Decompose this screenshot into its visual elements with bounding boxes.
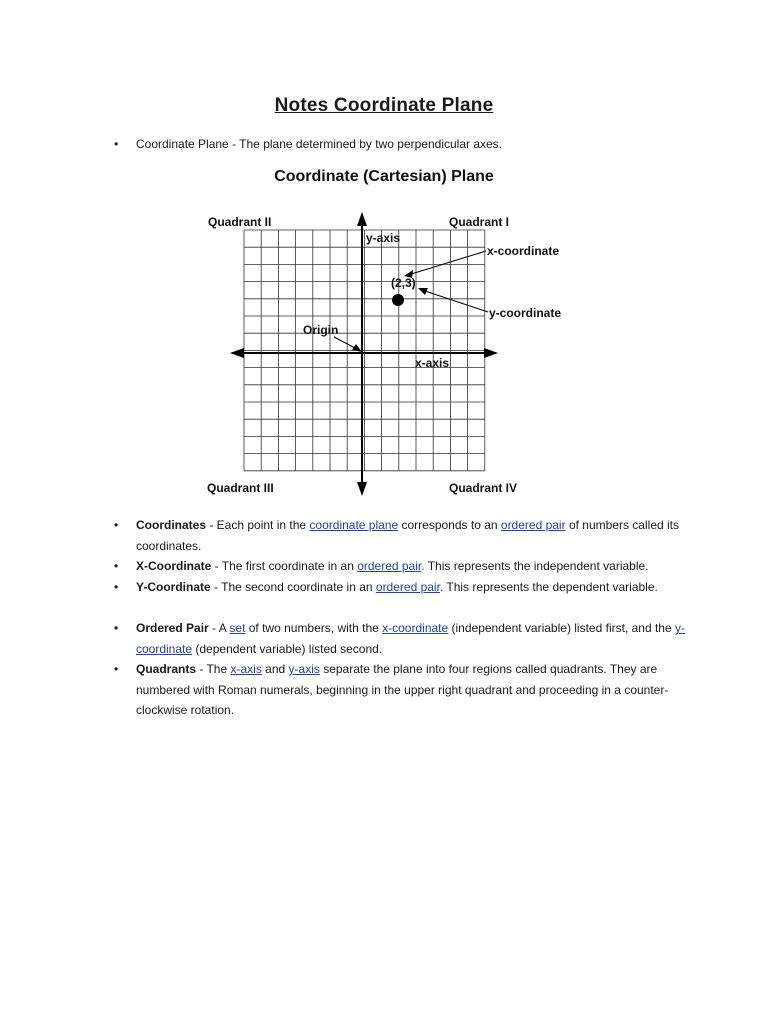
text-segment: - Each point in the bbox=[206, 518, 310, 532]
point-2-3 bbox=[392, 294, 404, 306]
link-x-coordinate[interactable]: x-coordinate bbox=[382, 621, 449, 635]
bullet-dot: • bbox=[114, 621, 119, 635]
link-ordered-pair[interactable]: ordered pair bbox=[357, 559, 422, 573]
page-title: Notes Coordinate Plane bbox=[274, 95, 494, 116]
text-segment: - The second coordinate in an bbox=[210, 580, 376, 594]
bullet-dot: • bbox=[114, 580, 119, 594]
text-segment: - A bbox=[208, 621, 230, 635]
text-segment: . This represents the independent variable. bbox=[421, 559, 649, 573]
definition-text bbox=[136, 556, 696, 577]
point-label: (2,3) bbox=[391, 276, 416, 290]
x-axis-left-arrow bbox=[230, 348, 244, 358]
bullet-dot: • bbox=[114, 662, 119, 676]
definition-text bbox=[136, 515, 696, 556]
text-segment: (dependent variable) listed second. bbox=[192, 641, 383, 656]
intro-definition: - The plane determined by two perpendicular axes. bbox=[228, 137, 503, 151]
term-x-coordinate: X-Coordinate bbox=[136, 559, 212, 573]
x-axis-right-arrow bbox=[484, 348, 498, 358]
x-coordinate-pointer bbox=[408, 251, 486, 275]
y-axis-up-arrow bbox=[357, 212, 367, 226]
text-segment: corresponds to an bbox=[398, 518, 501, 532]
term-quadrants: Quadrants bbox=[136, 662, 197, 676]
link-coordinate-plane[interactable]: coordinate plane bbox=[309, 518, 399, 532]
definition-text bbox=[136, 618, 696, 659]
term-coordinates: Coordinates bbox=[136, 518, 207, 532]
text-segment: of numbers called its coordinates. bbox=[136, 518, 679, 553]
bullet-dot: • bbox=[114, 137, 119, 151]
term-y-coordinate: Y-Coordinate bbox=[136, 580, 211, 594]
text-segment: (independent variable) listed first, and the bbox=[448, 621, 675, 635]
quadrant-3-label: Quadrant III bbox=[207, 481, 274, 495]
text-segment: - The bbox=[196, 662, 231, 676]
bullet-dot: • bbox=[114, 518, 119, 532]
y-coordinate-label: y-coordinate bbox=[489, 306, 562, 320]
text-segment: separate the plane into four regions called quadrants. They are numbered with Roman numerals, beginning in the upper right quadrant and proceeding in a counter-clockwise rotation. bbox=[136, 662, 669, 717]
quadrant-2-label: Quadrant II bbox=[208, 215, 272, 229]
text-segment: of two numbers, with the bbox=[245, 621, 383, 635]
link-set[interactable]: set bbox=[229, 621, 246, 635]
x-coordinate-label: x-coordinate bbox=[487, 244, 560, 258]
text-segment: . This represents the dependent variable. bbox=[439, 580, 658, 594]
y-coordinate-arrowhead bbox=[418, 288, 428, 295]
link-y-coordinate[interactable]: y-coordinate bbox=[136, 621, 685, 656]
x-axis-label: x-axis bbox=[415, 356, 450, 370]
intro-term: Coordinate Plane bbox=[136, 137, 229, 151]
y-coordinate-pointer bbox=[422, 290, 488, 312]
y-axis-down-arrow bbox=[357, 482, 367, 496]
term-ordered-pair: Ordered Pair bbox=[136, 621, 209, 635]
text-segment: - The first coordinate in an bbox=[211, 559, 358, 573]
link-y-axis[interactable]: y-axis bbox=[288, 662, 320, 676]
link-ordered-pair[interactable]: ordered pair bbox=[500, 518, 566, 532]
text-segment: and bbox=[261, 662, 289, 676]
y-axis-label: y-axis bbox=[366, 231, 401, 245]
link-x-axis[interactable]: x-axis bbox=[230, 662, 262, 676]
diagram-title: Coordinate (Cartesian) Plane bbox=[274, 168, 494, 185]
quadrant-4-label: Quadrant IV bbox=[449, 481, 518, 495]
origin-label: Origin bbox=[303, 323, 339, 337]
link-ordered-pair[interactable]: ordered pair bbox=[375, 580, 440, 594]
quadrant-1-label: Quadrant I bbox=[449, 215, 510, 229]
definition-text bbox=[136, 659, 696, 721]
bullet-dot: • bbox=[114, 559, 119, 573]
grid bbox=[244, 230, 485, 471]
definition-text bbox=[136, 577, 696, 598]
